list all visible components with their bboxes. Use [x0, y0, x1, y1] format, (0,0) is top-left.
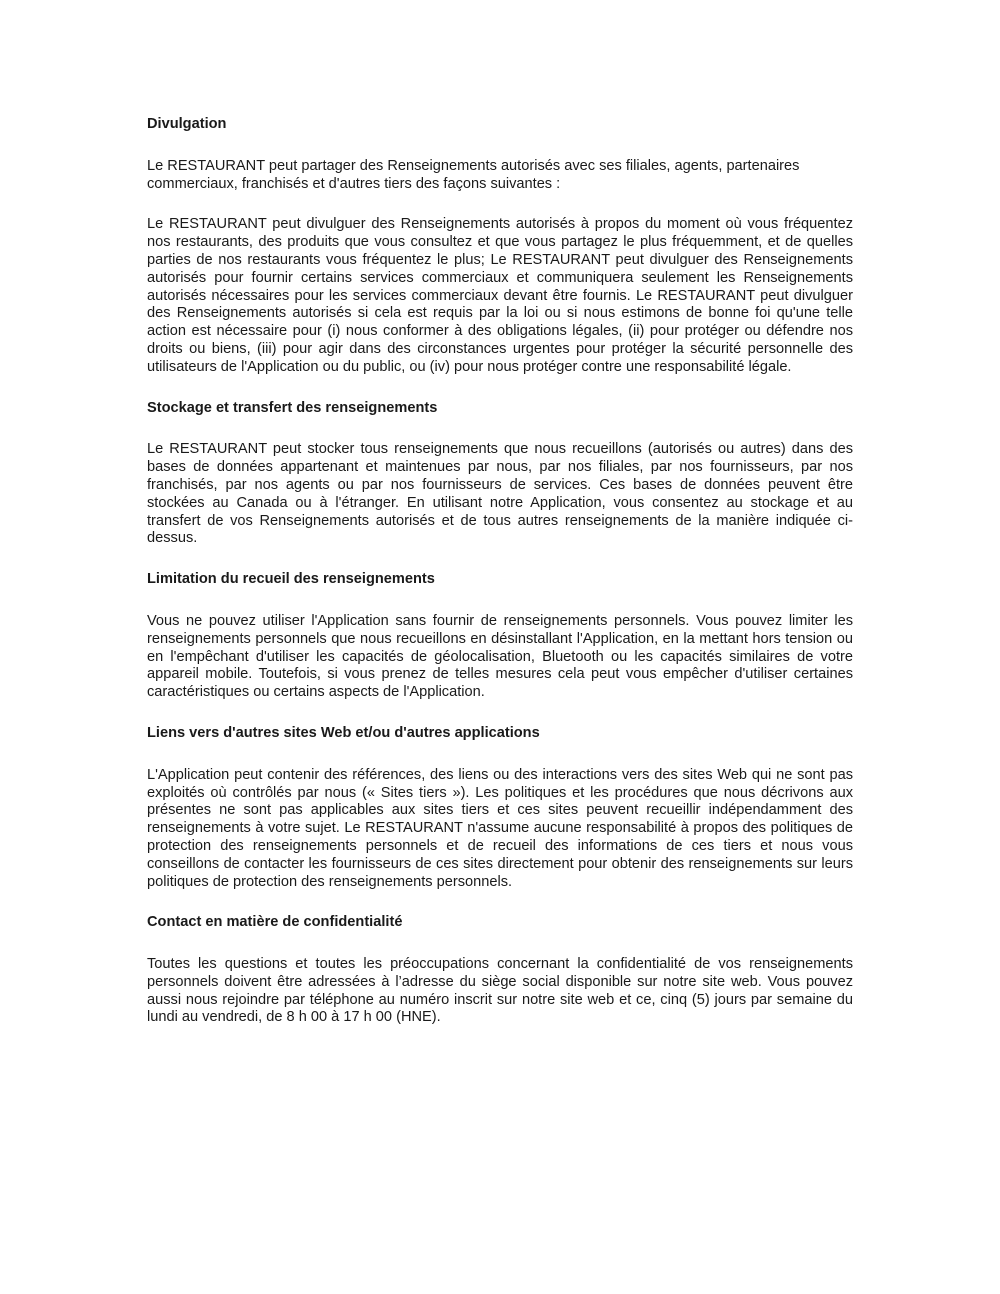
section-paragraph: Toutes les questions et toutes les préoccupations concernant la confidentialité de vos renseignements personnels doivent être adressées à l’adresse du siège social disponible sur notre site web. Vous pouvez aussi nous rejoindre par téléphone au numéro inscrit sur notre site web et ce, cinq (5) jours par semaine du lundi au vendredi, de 8 h 00 à 17 h 00 (HNE). — [147, 956, 853, 1026]
section-heading: Stockage et transfert des renseignements — [147, 399, 438, 416]
section-heading: Divulgation — [147, 116, 227, 132]
section-divulgation — [147, 116, 853, 377]
section-limitation — [147, 571, 853, 702]
section-paragraph: Vous ne pouvez utiliser l'Application sans fournir de renseignements personnels. Vous pouvez limiter les renseignements personnels que nous recueillons en désinstallant l'Application, en la mettant hors tension ou en l'empêchant d'utiliser les capacités de géolocalisation, Bluetooth ou les capacités similaires de votre appareil mobile. Toutefois, si vous prenez de telles mesures cela peut vous empêcher d'utiliser certaines caractéristiques ou certains aspects de l'Application. — [147, 612, 853, 701]
section-heading: Liens vers d'autres sites Web et/ou d'autres applications — [147, 724, 540, 741]
section-paragraph: Le RESTAURANT peut divulguer des Renseignements autorisés à propos du moment où vous fréquentez nos restaurants, des produits que vous consultez et que vous partagez le plus fréquemment, et de quelles parties de nos restaurants vous fréquentez le plus; Le RESTAURANT peut divulguer des Renseignements autorisés pour fournir certains services commerciaux et communiquera seulement les Renseignements autorisés nécessaires pour les services commerciaux devant être fournis. Le RESTAURANT peut divulguer des Renseignements autorisés si cela est requis par la loi ou si nous estimons de bonne foi qu'une telle action est nécessaire pour (i) nous conformer à des obligations légales, (ii) pour protéger ou défendre nos droits ou biens, (iii) pour agir dans des circonstances urgentes pour protéger la sécurité personnelle des utilisateurs de l'Application ou du public, ou (iv) pour nous protéger contre une responsabilité légale. — [147, 216, 853, 375]
section-stockage — [147, 400, 853, 549]
section-paragraph: Le RESTAURANT peut partager des Renseignements autorisés avec ses filiales, agents, partenaires commerciaux, franchisés et d'autres tiers des façons suivantes : — [147, 157, 800, 192]
section-heading: Contact en matière de confidentialité — [147, 914, 403, 931]
section-contact — [147, 914, 853, 1027]
section-paragraph: L'Application peut contenir des références, des liens ou des interactions vers des sites Web qui ne sont pas exploités où contrôlés par nous (« Sites tiers »). Les politiques et les procédures que nous décrivons aux présentes ne sont pas applicables aux sites tiers et ces sites peuvent recueillir indépendamment des renseignements à votre sujet. Le RESTAURANT n'assume aucune responsabilité à propos des politiques de protection des renseignements personnels et de recueil des informations de ces tiers et nous vous conseillons de contacter les fournisseurs de ces sites directement pour obtenir des renseignements sur leurs politiques de protection des renseignements personnels. — [147, 766, 853, 890]
document-page — [147, 116, 853, 1050]
section-paragraph: Le RESTAURANT peut stocker tous renseignements que nous recueillons (autorisés ou autres) dans des bases de données appartenant et maintenues par nous, par nos filiales, par nos fournisseurs, par nos franchisés, par nos agents ou par nos fournisseurs de services. Ces bases de données peuvent être stockées au Canada ou à l'étranger. En utilisant notre Application, vous consentez au stockage et au transfert de vos Renseignements autorisés et de tous autres renseignements de la manière indiquée ci-dessus. — [147, 441, 853, 547]
section-heading: Limitation du recueil des renseignements — [147, 571, 435, 588]
section-liens — [147, 725, 853, 891]
